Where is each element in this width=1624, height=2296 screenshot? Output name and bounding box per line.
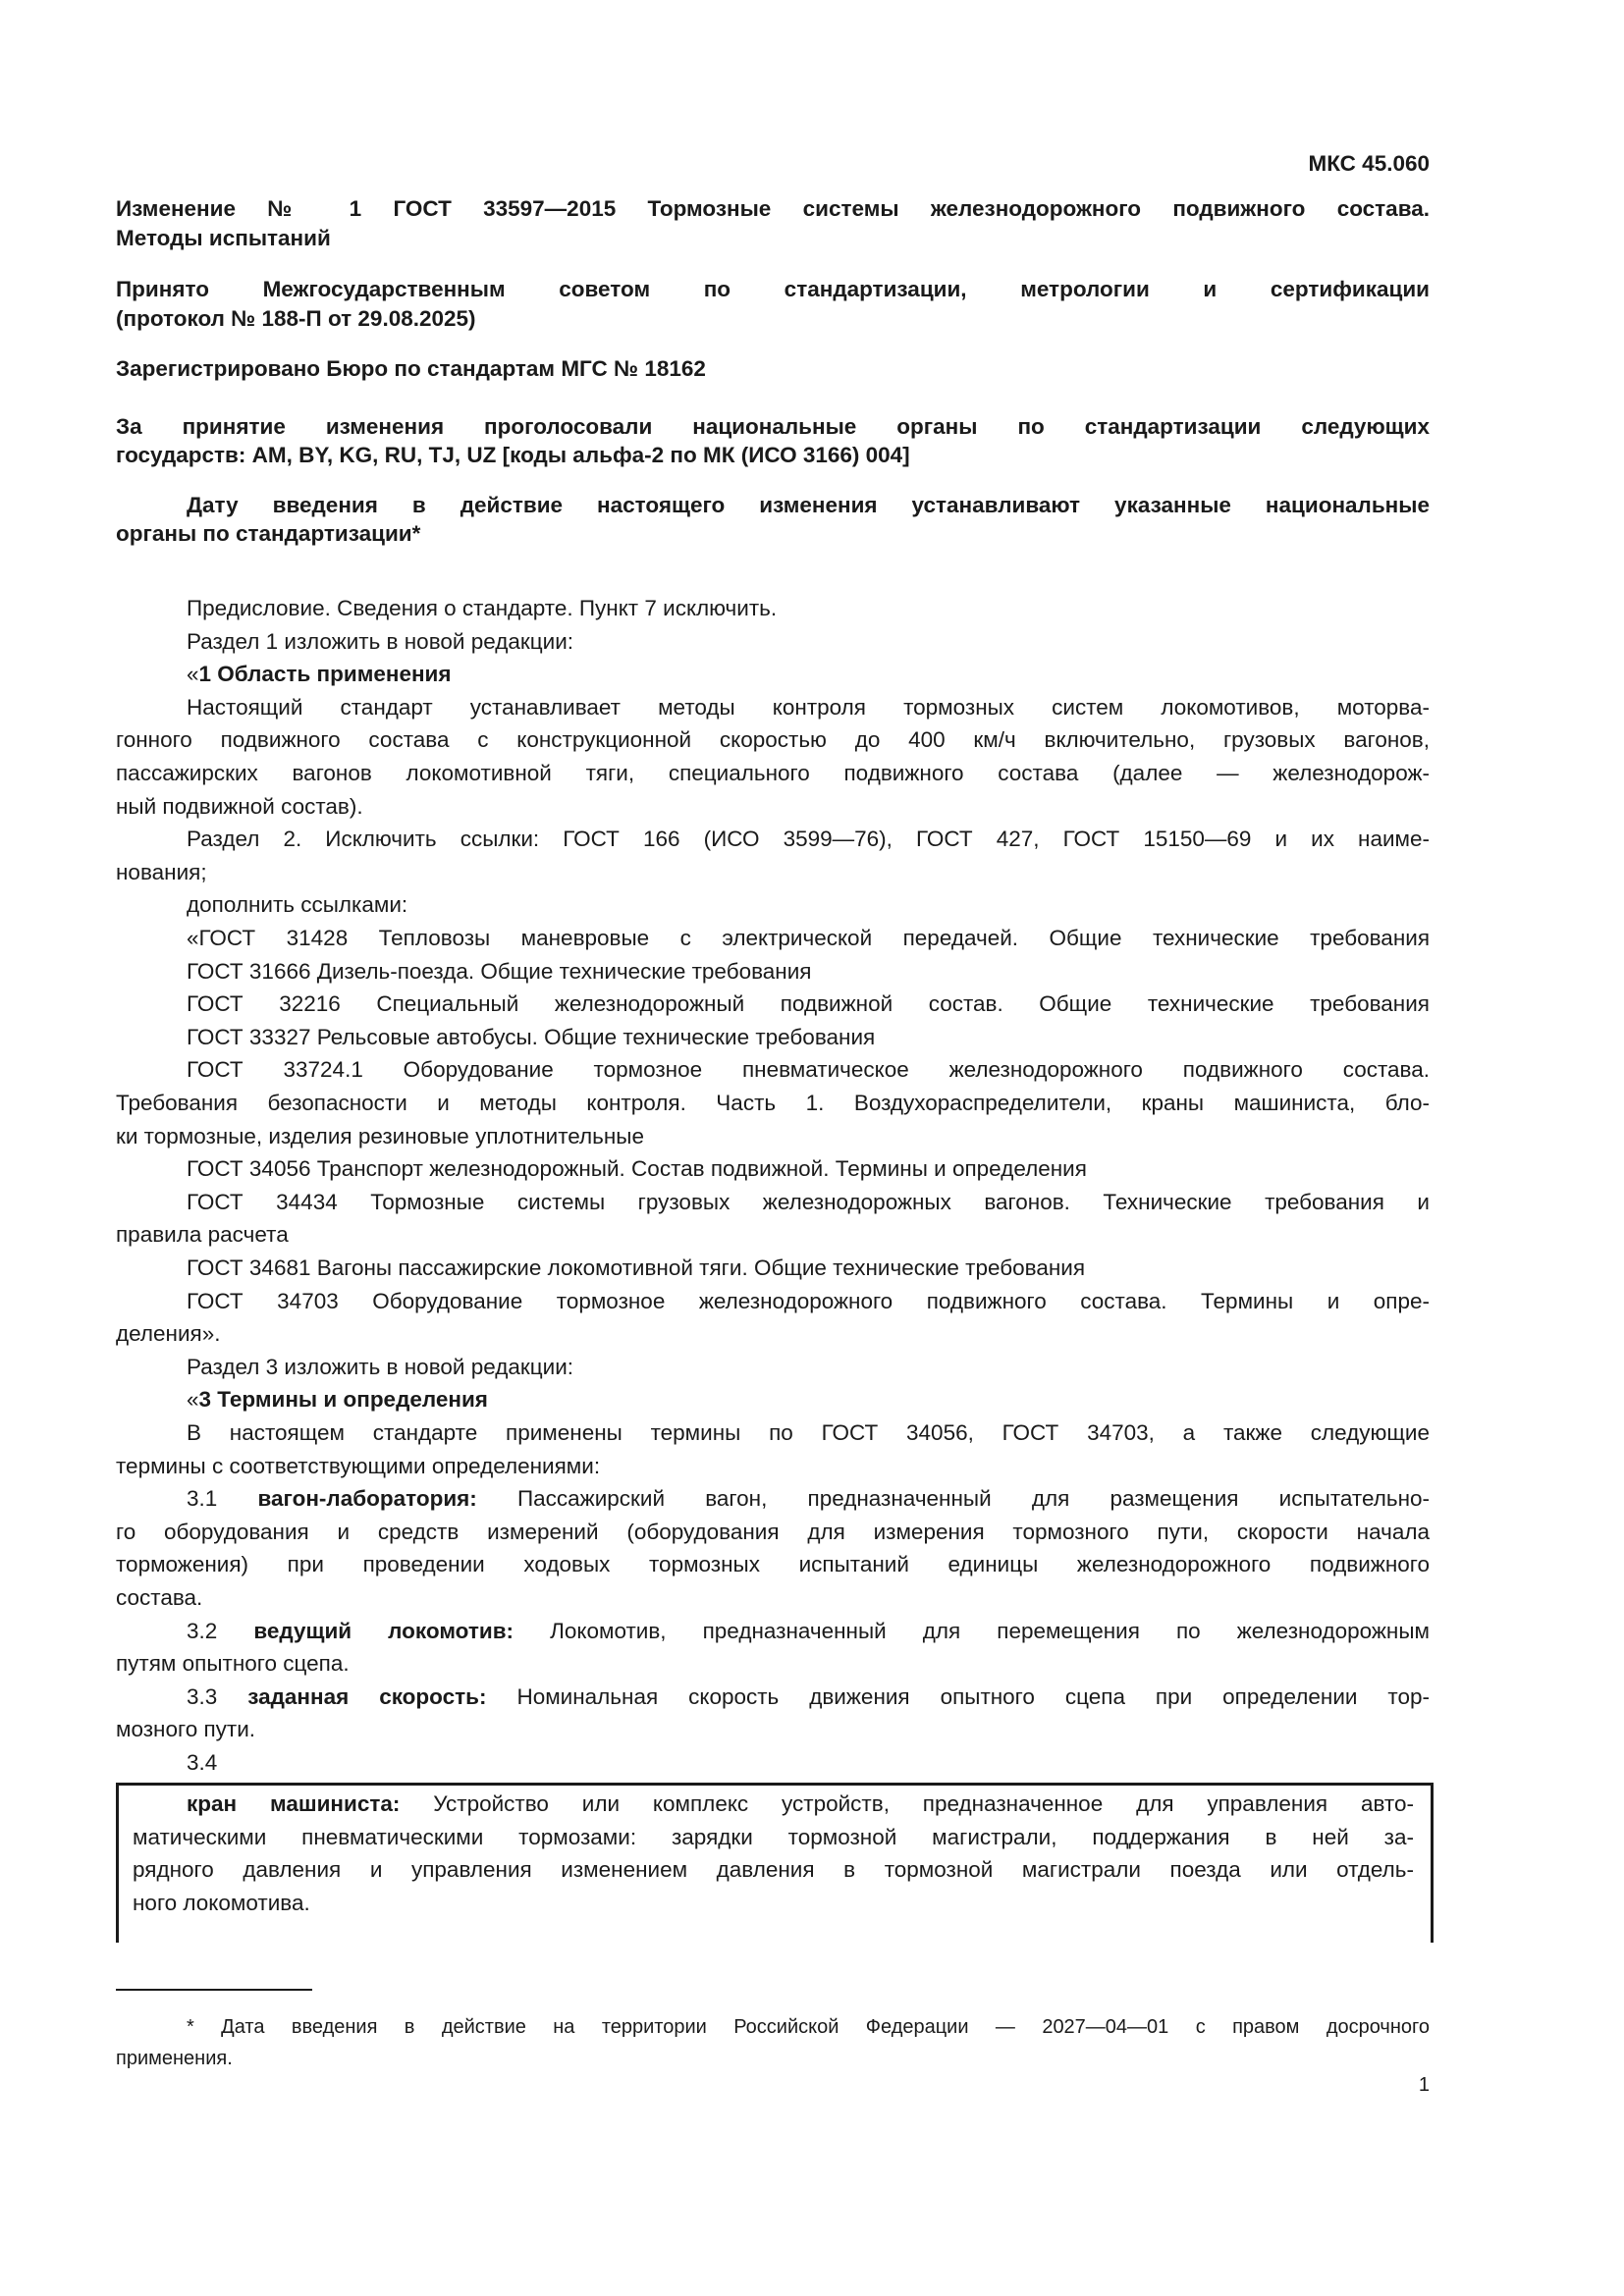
body-line: Раздел 3 изложить в новой редакции: — [187, 1355, 574, 1379]
reference-item: ГОСТ 34681 Вагоны пассажирские локомотивной тяги. Общие технические требования — [187, 1255, 1086, 1280]
term-3-4-number: 3.4 — [187, 1750, 218, 1775]
body-line: нования; — [116, 860, 207, 884]
section-1-heading: «1 Область применения — [187, 662, 452, 686]
body-line: Настоящий стандарт устанавливает методы контроля тормозных систем локомотивов, моторва- — [187, 695, 1430, 720]
term-3-1-cont: торможения) при проведении ходовых тормозных испытаний единицы железнодорожного подвижного — [116, 1552, 1430, 1576]
reference-item-cont: правила расчета — [116, 1222, 289, 1247]
page-number: 1 — [1418, 2074, 1430, 2096]
adopted-line-2: (протокол № 188-П от 29.08.2025) — [116, 306, 476, 331]
reference-item: ГОСТ 34434 Тормозные системы грузовых железнодорожных вагонов. Технические требования и — [187, 1190, 1430, 1214]
body-line: пассажирских вагонов локомотивной тяги, специального подвижного состава (далее — железнодорож- — [116, 761, 1430, 785]
term-3-1: 3.1 вагон-лаборатория: Пассажирский вагон, предназначенный для размещения испытательно- — [187, 1486, 1430, 1511]
reference-item: ГОСТ 34056 Транспорт железнодорожный. Состав подвижной. Термины и определения — [187, 1156, 1087, 1181]
term-3-1-cont: состава. — [116, 1585, 203, 1610]
reference-item-cont: ки тормозные, изделия резиновые уплотнительные — [116, 1124, 644, 1148]
reference-item: ГОСТ 33724.1 Оборудование тормозное пневматическое железнодорожного подвижного состава. — [187, 1057, 1430, 1082]
reference-item: ГОСТ 31666 Дизель-поезда. Общие технические требования — [187, 959, 812, 984]
boxed-definition-line: матическими пневматическими тормозами: зарядки тормозной магистрали, поддержания в ней за- — [133, 1825, 1414, 1849]
term-3-2: 3.2 ведущий локомотив: Локомотив, предназначенный для перемещения по железнодорожным — [187, 1619, 1430, 1643]
reference-item: ГОСТ 34703 Оборудование тормозное железнодорожного подвижного состава. Термины и опре- — [187, 1289, 1430, 1313]
mks-code: МКС 45.060 — [1308, 151, 1430, 176]
voted-line-2: государств: AM, BY, KG, RU, TJ, UZ [коды альфа-2 по МК (ИСО 3166) 004] — [116, 443, 910, 467]
term-3-3-cont: мозного пути. — [116, 1717, 256, 1741]
effective-date-line-2: органы по стандартизации* — [116, 521, 421, 546]
reference-item: ГОСТ 33327 Рельсовые автобусы. Общие технические требования — [187, 1025, 876, 1049]
reference-item-cont: Требования безопасности и методы контроля. Часть 1. Воздухораспределители, краны машиниста, бло- — [116, 1091, 1430, 1115]
amendment-title-line-1: Изменение № 1 ГОСТ 33597—2015 Тормозные системы железнодорожного подвижного состава. — [116, 196, 1430, 221]
boxed-definition-line: ного локомотива. — [133, 1891, 310, 1915]
section-3-heading: «3 Термины и определения — [187, 1387, 488, 1412]
reference-item: ГОСТ 32216 Специальный железнодорожный подвижной состав. Общие технические требования — [187, 991, 1430, 1016]
footnote-rule — [116, 1989, 312, 1991]
boxed-term-line: кран машиниста: Устройство или комплекс устройств, предназначенное для управления авто- — [187, 1791, 1414, 1816]
body-line: дополнить ссылками: — [187, 892, 408, 917]
body-line: ный подвижной состав). — [116, 794, 363, 819]
body-line: гонного подвижного состава с конструкционной скоростью до 400 км/ч включительно, грузовых вагонов, — [116, 727, 1430, 752]
body-line: Раздел 1 изложить в новой редакции: — [187, 629, 574, 654]
footnote-line-2: применения. — [116, 2048, 233, 2069]
adopted-line-1: Принято Межгосударственным советом по стандартизации, метрологии и сертификации — [116, 277, 1430, 301]
effective-date-line-1: Дату введения в действие настоящего изменения устанавливают указанные национальные — [187, 493, 1430, 517]
voted-line-1: За принятие изменения проголосовали национальные органы по стандартизации следующих — [116, 414, 1430, 439]
term-3-3: 3.3 заданная скорость: Номинальная скорость движения опытного сцепа при определении тор- — [187, 1684, 1430, 1709]
term-3-2-cont: путям опытного сцепа. — [116, 1651, 350, 1676]
footnote-line-1: * Дата введения в действие на территории Российской Федерации — 2027—04—01 с правом досрочного — [187, 2016, 1430, 2038]
reference-item: «ГОСТ 31428 Тепловозы маневровые с электрической передачей. Общие технические требования — [187, 926, 1430, 950]
body-line: Предисловие. Сведения о стандарте. Пункт 7 исключить. — [187, 596, 778, 620]
body-line: Раздел 2. Исключить ссылки: ГОСТ 166 (ИСО 3599—76), ГОСТ 427, ГОСТ 15150—69 и их наиме- — [187, 827, 1430, 851]
body-line: В настоящем стандарте применены термины по ГОСТ 34056, ГОСТ 34703, а также следующие — [187, 1420, 1430, 1445]
body-line: термины с соответствующими определениями: — [116, 1454, 601, 1478]
boxed-definition-line: рядного давления и управления изменением давления в тормозной магистрали поезда или отдель- — [133, 1857, 1414, 1882]
reference-item-cont: деления». — [116, 1321, 221, 1346]
term-3-1-cont: го оборудования и средств измерений (оборудования для измерения тормозного пути, скорости начала — [116, 1520, 1430, 1544]
registered-line: Зарегистрировано Бюро по стандартам МГС № 18162 — [116, 356, 706, 381]
amendment-title-line-2: Методы испытаний — [116, 226, 331, 250]
